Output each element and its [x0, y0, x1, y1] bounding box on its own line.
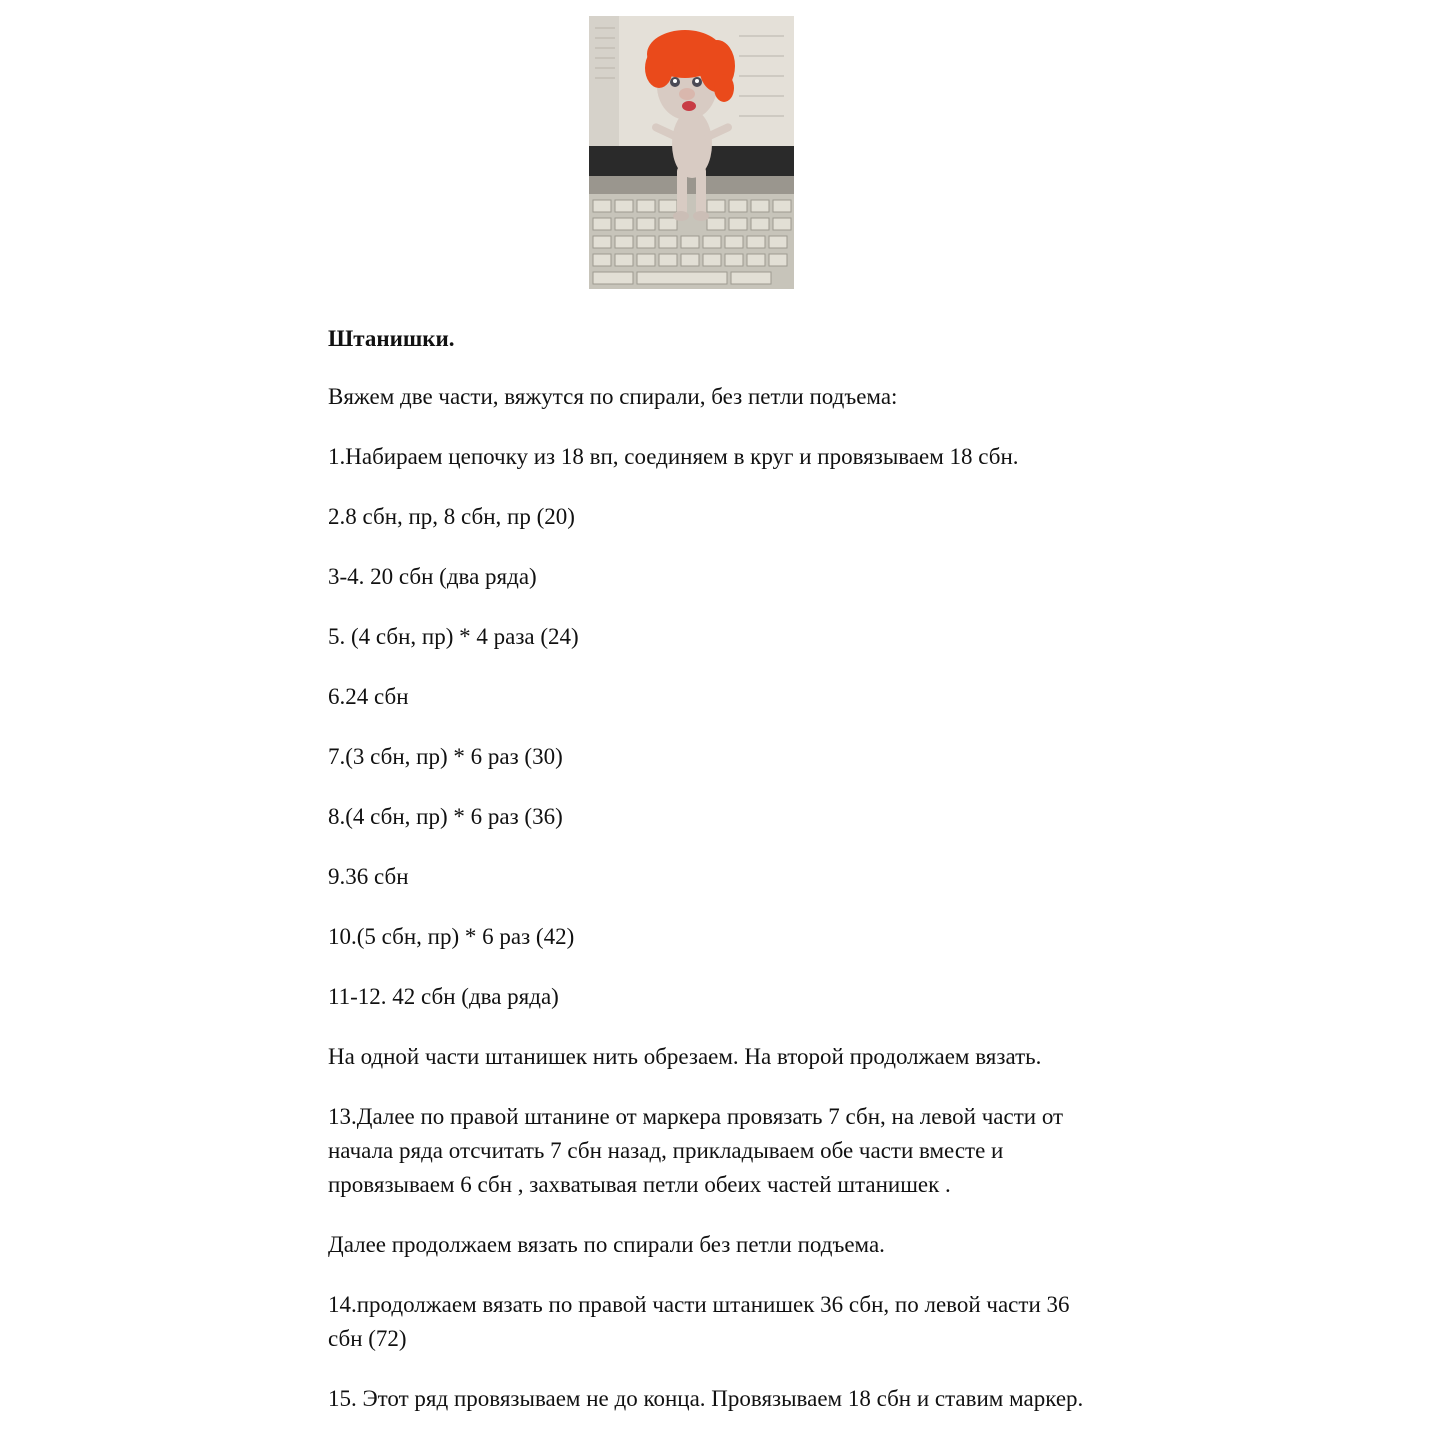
step-3-4: 3-4. 20 сбн (два ряда) — [328, 564, 537, 589]
step-14-line-1: 14.продолжаем вязать по правой части штанишек 36 сбн, по левой части 36 — [328, 1292, 1070, 1317]
intro-text: Вяжем две части, вяжутся по спирали, без петли подъема: — [328, 384, 898, 409]
step-6: 6.24 сбн — [328, 684, 409, 709]
step-13-line-3: провязываем 6 сбн , захватывая петли обеих частей штанишек . — [328, 1172, 951, 1197]
doll-photo — [589, 16, 794, 289]
step-13-line-1: 13.Далее по правой штанине от маркера провязать 7 сбн, на левой части от — [328, 1104, 1064, 1129]
step-1: 1.Набираем цепочку из 18 вп, соединяем в круг и провязываем 18 сбн. — [328, 444, 1019, 469]
step-13 — [328, 1100, 1208, 1202]
amigurumi-doll-photo — [589, 16, 794, 289]
step-10: 10.(5 сбн, пр) * 6 раз (42) — [328, 924, 575, 949]
step-13-line-2: начала ряда отсчитать 7 сбн назад, прикладываем обе части вместе и — [328, 1138, 1004, 1163]
note-cut-thread: На одной части штанишек нить обрезаем. На второй продолжаем вязать. — [328, 1044, 1042, 1069]
step-14 — [328, 1288, 1208, 1356]
note-continue-spiral: Далее продолжаем вязать по спирали без петли подъема. — [328, 1232, 885, 1257]
section-heading: Штанишки. — [328, 326, 455, 351]
step-2: 2.8 сбн, пр, 8 сбн, пр (20) — [328, 504, 575, 529]
step-11-12: 11-12. 42 сбн (два ряда) — [328, 984, 559, 1009]
document-body — [328, 322, 1208, 1416]
step-9: 9.36 сбн — [328, 864, 409, 889]
step-14-line-2: сбн (72) — [328, 1326, 407, 1351]
step-5: 5. (4 сбн, пр) * 4 раза (24) — [328, 624, 579, 649]
step-15: 15. Этот ряд провязываем не до конца. Провязываем 18 сбн и ставим маркер. — [328, 1386, 1084, 1411]
step-8: 8.(4 сбн, пр) * 6 раз (36) — [328, 804, 563, 829]
step-7: 7.(3 сбн, пр) * 6 раз (30) — [328, 744, 563, 769]
